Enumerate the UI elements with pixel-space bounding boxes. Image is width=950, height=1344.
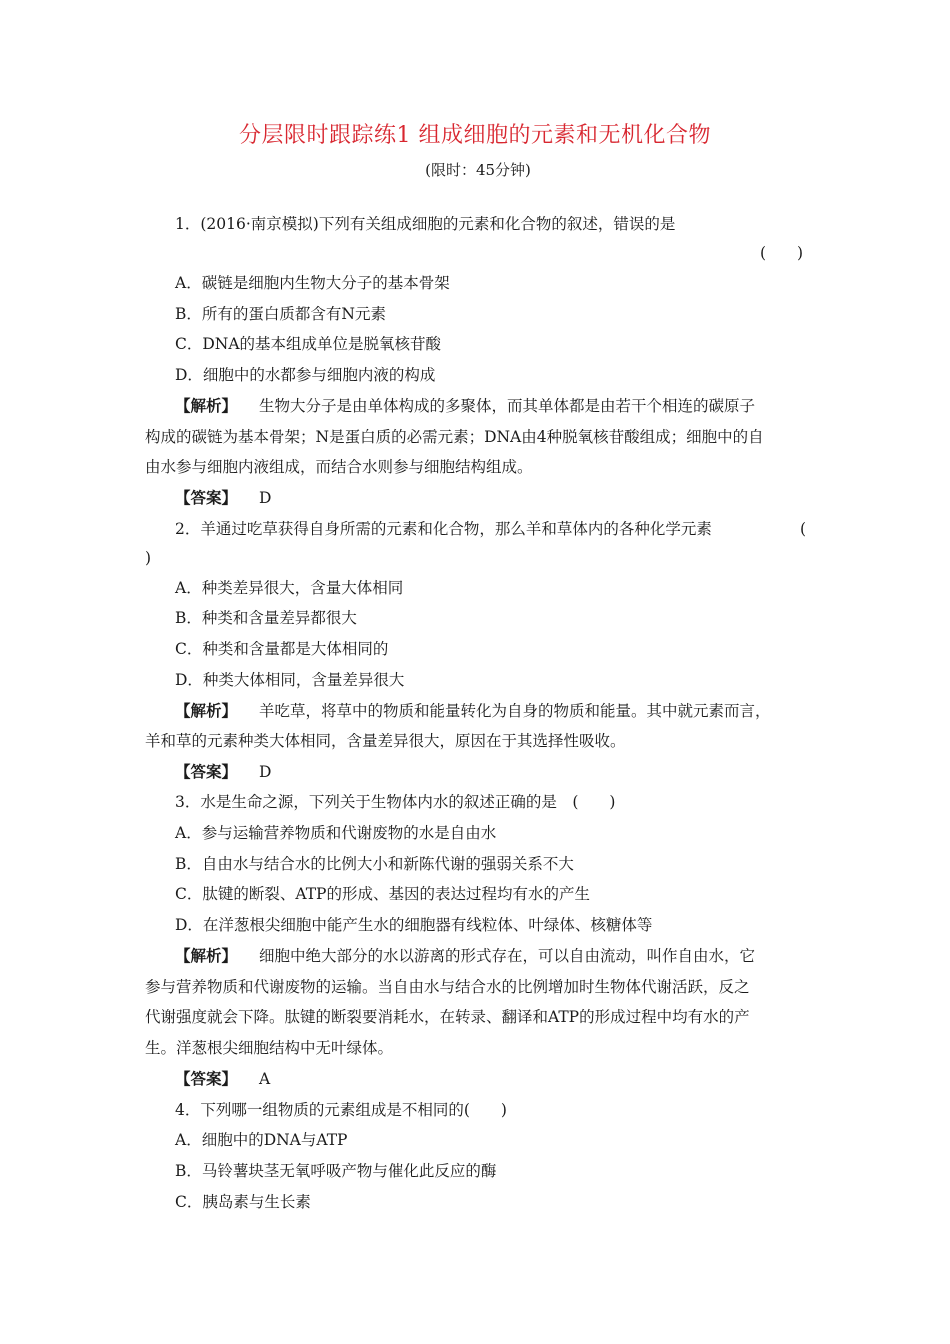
analysis-label: 【解析】 xyxy=(175,701,238,720)
question-2-option-d: D．种类大体相同，含量差异很大 xyxy=(175,671,405,689)
question-1-answer xyxy=(175,486,855,510)
answer-value: D xyxy=(259,763,272,781)
analysis-text-line: 生。洋葱根尖细胞结构中无叶绿体。 xyxy=(145,1039,394,1057)
question-1-analysis xyxy=(175,394,855,418)
analysis-text-line: 由水参与细胞内液组成，而结合水则参与细胞结构组成。 xyxy=(145,458,533,476)
analysis-text-line: 生物大分子是由单体构成的多聚体，而其单体都是由若干个相连的碳原子 xyxy=(259,397,756,415)
answer-label: 【答案】 xyxy=(175,488,238,507)
analysis-text-line: 细胞中绝大部分的水以游离的形式存在，可以自由流动，叫作自由水，它 xyxy=(259,947,756,965)
question-1-option-b: B．所有的蛋白质都含有N元素 xyxy=(175,305,386,323)
page-title: 分层限时跟踪练1 组成细胞的元素和无机化合物 xyxy=(239,123,711,148)
question-3-option-c: C．肽键的断裂、ATP的形成、基因的表达过程均有水的产生 xyxy=(175,885,590,903)
answer-label: 【答案】 xyxy=(175,762,238,781)
question-2-bracket-open: ( xyxy=(800,520,807,538)
question-2-stem: 2．羊通过吃草获得自身所需的元素和化合物，那么羊和草体内的各种化学元素 xyxy=(175,520,712,538)
question-1-stem: 1．(2016·南京模拟)下列有关组成细胞的元素和化合物的叙述，错误的是 xyxy=(175,215,676,233)
question-1-option-d: D．细胞中的水都参与细胞内液的构成 xyxy=(175,366,436,384)
question-4-option-a: A．细胞中的DNA与ATP xyxy=(175,1131,348,1149)
question-2-answer xyxy=(175,760,855,784)
question-2-option-c: C．种类和含量都是大体相同的 xyxy=(175,640,389,658)
question-4-option-c: C．胰岛素与生长素 xyxy=(175,1193,311,1211)
question-3-option-d: D．在洋葱根尖细胞中能产生水的细胞器有线粒体、叶绿体、核糖体等 xyxy=(175,916,653,934)
analysis-label: 【解析】 xyxy=(175,396,238,415)
question-4-option-b: B．马铃薯块茎无氧呼吸产物与催化此反应的酶 xyxy=(175,1162,497,1180)
time-limit: (限时：45分钟) xyxy=(425,161,531,179)
answer-value: D xyxy=(259,489,272,507)
question-2-option-a: A．种类差异很大，含量大体相同 xyxy=(175,579,404,597)
question-2-analysis xyxy=(175,699,855,723)
analysis-text-line: 代谢强度就会下降。肽键的断裂要消耗水，在转录、翻译和ATP的形成过程中均有水的产 xyxy=(145,1008,750,1026)
question-1-option-a: A．碳链是细胞内生物大分子的基本骨架 xyxy=(175,274,450,292)
analysis-text-line: 羊和草的元素种类大体相同，含量差异很大，原因在于其选择性吸收。 xyxy=(145,732,626,750)
question-3-option-a: A．参与运输营养物质和代谢废物的水是自由水 xyxy=(175,824,497,842)
question-3-analysis xyxy=(175,944,855,968)
answer-value: A xyxy=(259,1070,271,1088)
question-3-stem: 3．水是生命之源，下列关于生物体内水的叙述正确的是 ( ) xyxy=(175,793,616,811)
question-3-answer xyxy=(175,1067,855,1091)
analysis-label: 【解析】 xyxy=(175,946,238,965)
analysis-text-line: 羊吃草，将草中的物质和能量转化为自身的物质和能量。其中就元素而言， xyxy=(259,702,771,720)
answer-label: 【答案】 xyxy=(175,1069,238,1088)
question-2-bracket-close: ) xyxy=(145,549,152,567)
question-1-option-c: C．DNA的基本组成单位是脱氧核苷酸 xyxy=(175,335,442,353)
question-3-option-b: B．自由水与结合水的比例大小和新陈代谢的强弱关系不大 xyxy=(175,855,574,873)
analysis-text-line: 构成的碳链为基本骨架；N是蛋白质的必需元素；DNA由4种脱氧核苷酸组成；细胞中的自 xyxy=(145,428,764,446)
question-2-option-b: B．种类和含量差异都很大 xyxy=(175,609,357,627)
question-4-stem: 4．下列哪一组物质的元素组成是不相同的( ) xyxy=(175,1101,507,1119)
analysis-text-line: 参与营养物质和代谢废物的运输。当自由水与结合水的比例增加时生物体代谢活跃，反之 xyxy=(145,978,750,996)
question-1-answer-bracket: ( ) xyxy=(760,244,804,262)
